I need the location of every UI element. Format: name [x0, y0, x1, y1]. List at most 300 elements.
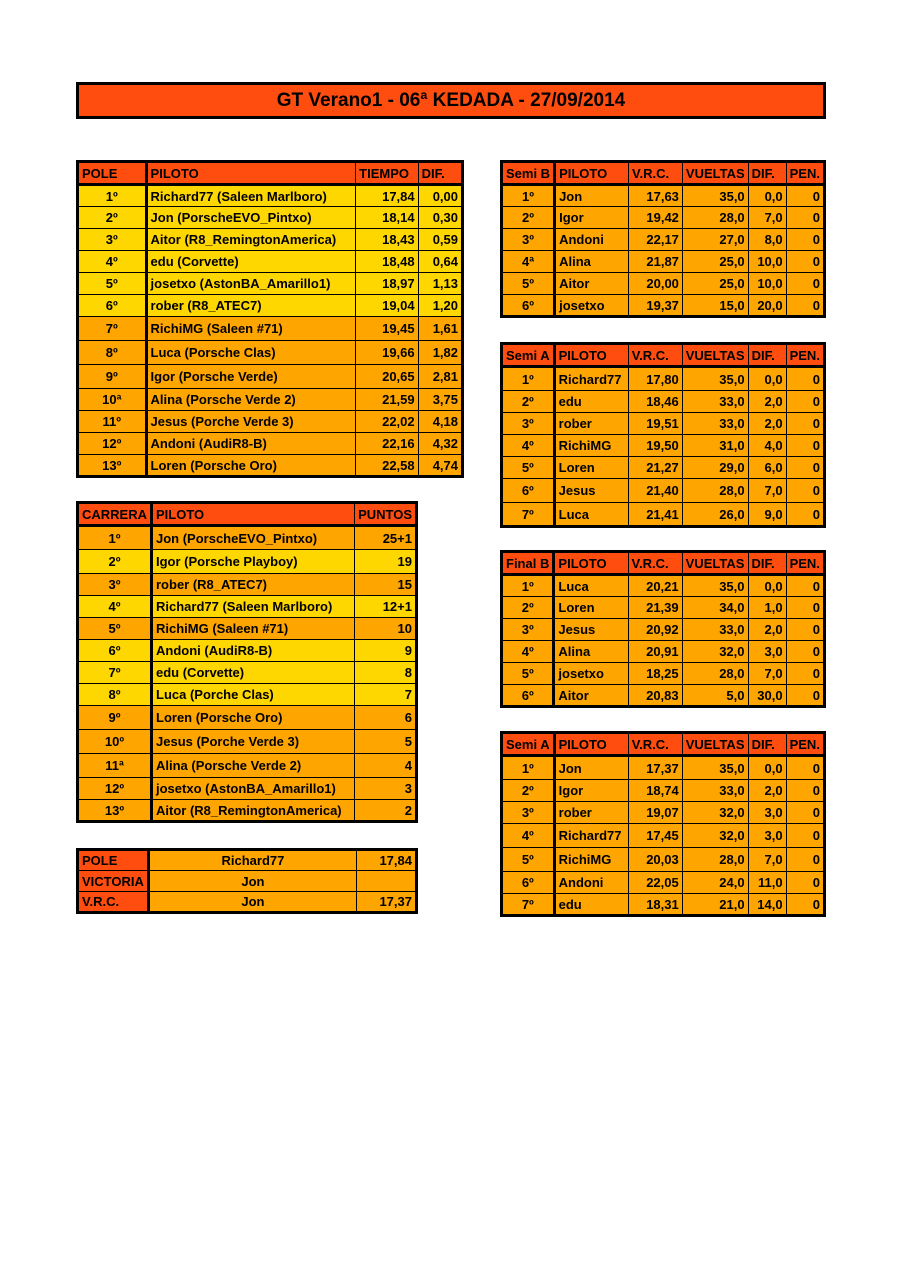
best-lap-cell: 17,37: [628, 756, 682, 780]
table-row: [78, 389, 463, 411]
driver-cell: josetxo: [554, 663, 628, 685]
driver-cell: Igor: [554, 780, 628, 802]
laps-cell: 33,0: [682, 391, 748, 413]
penalty-cell: 0: [786, 435, 824, 457]
diff-cell: 8,0: [748, 229, 786, 251]
position-cell: 13º: [78, 800, 152, 822]
driver-cell: Richard77 (Saleen Marlboro): [146, 185, 356, 207]
driver-cell: Alina: [555, 251, 629, 273]
position-cell: 1º: [502, 756, 555, 780]
table-row: [502, 413, 825, 435]
position-cell: 8º: [78, 341, 147, 365]
table-row: [78, 754, 417, 778]
laps-cell: 25,0: [682, 273, 748, 295]
driver-cell: Andoni (AudiR8-B): [152, 640, 355, 662]
column-header: DIF.: [418, 162, 462, 185]
position-cell: 5º: [502, 457, 555, 479]
driver-cell: rober: [554, 802, 628, 824]
driver-cell: Jon: [148, 892, 356, 913]
diff-cell: 2,0: [748, 413, 786, 435]
penalty-cell: 0: [786, 619, 824, 641]
diff-cell: 11,0: [748, 872, 786, 894]
points-cell: 3: [355, 778, 417, 800]
position-cell: 10º: [78, 730, 152, 754]
label-cell: VICTORIA: [78, 871, 149, 892]
points-cell: 8: [355, 662, 417, 684]
diff-cell: 7,0: [748, 848, 786, 872]
column-header: V.R.C.: [628, 733, 682, 756]
time-cell: 18,48: [356, 251, 418, 273]
column-header: Semi A: [502, 733, 555, 756]
pole-table: [76, 160, 464, 478]
laps-cell: 32,0: [682, 824, 748, 848]
diff-cell: 0,00: [418, 185, 462, 207]
position-cell: 5º: [502, 273, 555, 295]
table-row: [78, 341, 463, 365]
table-row: [78, 640, 417, 662]
position-cell: 6º: [502, 872, 555, 894]
driver-cell: Igor: [555, 207, 629, 229]
table-row: [502, 367, 825, 391]
penalty-cell: 0: [786, 413, 824, 435]
driver-cell: RichiMG (Saleen #71): [146, 317, 356, 341]
points-cell: 6: [355, 706, 417, 730]
penalty-cell: 0: [786, 207, 824, 229]
header-row: [502, 733, 825, 756]
laps-cell: 24,0: [682, 872, 748, 894]
laps-cell: 33,0: [682, 780, 748, 802]
diff-cell: 6,0: [748, 457, 786, 479]
driver-cell: rober (R8_ATEC7): [146, 295, 356, 317]
time-cell: 19,04: [356, 295, 418, 317]
table-row: [78, 229, 463, 251]
value-cell: [356, 871, 416, 892]
best-lap-cell: 21,41: [628, 503, 682, 527]
value-cell: 17,84: [356, 850, 416, 871]
position-cell: 4º: [502, 824, 555, 848]
penalty-cell: 0: [786, 251, 824, 273]
time-cell: 21,59: [356, 389, 418, 411]
driver-cell: Richard77: [554, 367, 628, 391]
laps-cell: 35,0: [682, 185, 748, 207]
table-row: [78, 526, 417, 550]
table-row: [78, 706, 417, 730]
position-cell: 12º: [78, 433, 147, 455]
table-row: [502, 802, 825, 824]
diff-cell: 2,81: [418, 365, 462, 389]
race-results-table: [76, 501, 418, 823]
best-lap-cell: 18,46: [628, 391, 682, 413]
driver-cell: rober: [554, 413, 628, 435]
driver-cell: Alina (Porsche Verde 2): [152, 754, 355, 778]
position-cell: 6º: [502, 479, 555, 503]
penalty-cell: 0: [786, 575, 824, 597]
best-lap-cell: 17,80: [628, 367, 682, 391]
position-cell: 5º: [502, 848, 555, 872]
table-row: [502, 641, 825, 663]
best-lap-cell: 21,27: [628, 457, 682, 479]
table-row: [78, 455, 463, 477]
penalty-cell: 0: [786, 663, 824, 685]
driver-cell: Andoni (AudiR8-B): [146, 433, 356, 455]
table-row: [78, 892, 417, 913]
driver-cell: Loren: [554, 457, 628, 479]
table-row: [502, 685, 825, 707]
driver-cell: Aitor (R8_RemingtonAmerica): [146, 229, 356, 251]
column-header: Semi A: [502, 344, 555, 367]
time-cell: 22,58: [356, 455, 418, 477]
table-row: [502, 503, 825, 527]
position-cell: 5º: [502, 663, 554, 685]
driver-cell: rober (R8_ATEC7): [152, 574, 355, 596]
penalty-cell: 0: [786, 295, 824, 317]
header-row: [502, 162, 825, 185]
penalty-cell: 0: [786, 894, 824, 916]
points-cell: 25+1: [355, 526, 417, 550]
penalty-cell: 0: [786, 802, 824, 824]
column-header: Semi B: [502, 162, 555, 185]
table-row: [502, 457, 825, 479]
table-row: [78, 317, 463, 341]
diff-cell: 1,20: [418, 295, 462, 317]
laps-cell: 25,0: [682, 251, 748, 273]
position-cell: 3º: [502, 802, 555, 824]
table-row: [78, 596, 417, 618]
position-cell: 2º: [78, 550, 152, 574]
column-header: DIF.: [748, 733, 786, 756]
driver-cell: Igor (Porsche Playboy): [152, 550, 355, 574]
column-header: VUELTAS: [682, 552, 748, 575]
position-cell: 9º: [78, 706, 152, 730]
position-cell: 1º: [78, 526, 152, 550]
table-row: [502, 207, 825, 229]
penalty-cell: 0: [786, 367, 824, 391]
position-cell: 7º: [78, 317, 147, 341]
table-row: [502, 894, 825, 916]
driver-cell: Luca (Porsche Clas): [146, 341, 356, 365]
position-cell: 3º: [502, 229, 555, 251]
best-lap-cell: 19,07: [628, 802, 682, 824]
driver-cell: Richard77: [554, 824, 628, 848]
column-header: VUELTAS: [682, 162, 748, 185]
best-lap-cell: 17,63: [628, 185, 682, 207]
table-row: [78, 207, 463, 229]
diff-cell: 7,0: [748, 479, 786, 503]
laps-cell: 28,0: [682, 479, 748, 503]
penalty-cell: 0: [786, 824, 824, 848]
time-cell: 20,65: [356, 365, 418, 389]
position-cell: 6º: [502, 295, 555, 317]
best-lap-cell: 20,00: [628, 273, 682, 295]
table-row: [502, 872, 825, 894]
position-cell: 6º: [78, 295, 147, 317]
time-cell: 19,45: [356, 317, 418, 341]
best-lap-cell: 21,87: [628, 251, 682, 273]
final-a-table: [500, 731, 826, 917]
points-cell: 2: [355, 800, 417, 822]
points-cell: 15: [355, 574, 417, 596]
position-cell: 1º: [502, 575, 554, 597]
position-cell: 4ª: [502, 251, 555, 273]
position-cell: 9º: [78, 365, 147, 389]
best-lap-cell: 19,37: [628, 295, 682, 317]
final-b-table: [500, 550, 826, 708]
penalty-cell: 0: [786, 597, 824, 619]
driver-cell: Jon (PorscheEVO_Pintxo): [152, 526, 355, 550]
points-cell: 19: [355, 550, 417, 574]
best-lap-cell: 19,50: [628, 435, 682, 457]
position-cell: 10ª: [78, 389, 147, 411]
position-cell: 3º: [78, 574, 152, 596]
points-cell: 10: [355, 618, 417, 640]
diff-cell: 0,0: [748, 575, 786, 597]
best-lap-cell: 20,92: [628, 619, 682, 641]
time-cell: 18,14: [356, 207, 418, 229]
driver-cell: Luca (Porche Clas): [152, 684, 355, 706]
driver-cell: edu (Corvette): [146, 251, 356, 273]
table-row: [502, 575, 825, 597]
table-row: [502, 251, 825, 273]
table-row: [78, 684, 417, 706]
driver-cell: Jesus (Porche Verde 3): [146, 411, 356, 433]
column-header: DIF.: [748, 552, 786, 575]
laps-cell: 26,0: [682, 503, 748, 527]
column-header: PILOTO: [152, 503, 355, 526]
best-lap-cell: 20,91: [628, 641, 682, 663]
diff-cell: 7,0: [748, 663, 786, 685]
position-cell: 4º: [78, 596, 152, 618]
column-header: DIF.: [748, 162, 786, 185]
diff-cell: 3,0: [748, 641, 786, 663]
driver-cell: RichiMG: [554, 435, 628, 457]
table-row: [78, 730, 417, 754]
column-header: PILOTO: [555, 162, 629, 185]
driver-cell: Jon (PorscheEVO_Pintxo): [146, 207, 356, 229]
penalty-cell: 0: [786, 780, 824, 802]
best-lap-cell: 19,51: [628, 413, 682, 435]
diff-cell: 0,0: [748, 185, 786, 207]
driver-cell: Luca: [554, 575, 628, 597]
diff-cell: 1,0: [748, 597, 786, 619]
diff-cell: 3,75: [418, 389, 462, 411]
penalty-cell: 0: [786, 273, 824, 295]
diff-cell: 10,0: [748, 251, 786, 273]
laps-cell: 28,0: [682, 207, 748, 229]
position-cell: 2º: [502, 780, 555, 802]
column-header: PUNTOS: [355, 503, 417, 526]
table-row: [78, 365, 463, 389]
position-cell: 2º: [502, 207, 555, 229]
header-row: [78, 162, 463, 185]
points-cell: 9: [355, 640, 417, 662]
table-row: [502, 295, 825, 317]
column-header: POLE: [78, 162, 147, 185]
driver-cell: Richard77: [148, 850, 356, 871]
penalty-cell: 0: [786, 685, 824, 707]
driver-cell: Jesus: [554, 619, 628, 641]
penalty-cell: 0: [786, 848, 824, 872]
laps-cell: 34,0: [682, 597, 748, 619]
summary-table: [76, 848, 418, 914]
position-cell: 3º: [78, 229, 147, 251]
diff-cell: 4,0: [748, 435, 786, 457]
driver-cell: Luca: [554, 503, 628, 527]
position-cell: 7º: [502, 894, 555, 916]
driver-cell: Jesus: [554, 479, 628, 503]
table-row: [78, 251, 463, 273]
diff-cell: 1,13: [418, 273, 462, 295]
header-row: [78, 503, 417, 526]
label-cell: V.R.C.: [78, 892, 149, 913]
driver-cell: Richard77 (Saleen Marlboro): [152, 596, 355, 618]
table-row: [502, 273, 825, 295]
table-row: [78, 574, 417, 596]
driver-cell: Loren (Porsche Oro): [146, 455, 356, 477]
column-header: DIF.: [748, 344, 786, 367]
diff-cell: 7,0: [748, 207, 786, 229]
laps-cell: 28,0: [682, 663, 748, 685]
position-cell: 5º: [78, 618, 152, 640]
header-row: [502, 552, 825, 575]
position-cell: 2º: [78, 207, 147, 229]
position-cell: 7º: [78, 662, 152, 684]
laps-cell: 35,0: [682, 756, 748, 780]
diff-cell: 3,0: [748, 824, 786, 848]
best-lap-cell: 21,39: [628, 597, 682, 619]
table-row: [78, 411, 463, 433]
diff-cell: 0,0: [748, 756, 786, 780]
diff-cell: 30,0: [748, 685, 786, 707]
best-lap-cell: 20,83: [628, 685, 682, 707]
diff-cell: 0,0: [748, 367, 786, 391]
best-lap-cell: 22,17: [628, 229, 682, 251]
position-cell: 8º: [78, 684, 152, 706]
column-header: PILOTO: [146, 162, 356, 185]
driver-cell: Jesus (Porche Verde 3): [152, 730, 355, 754]
driver-cell: Aitor: [554, 685, 628, 707]
table-row: [502, 229, 825, 251]
diff-cell: 0,64: [418, 251, 462, 273]
column-header: VUELTAS: [682, 733, 748, 756]
penalty-cell: 0: [786, 503, 824, 527]
value-cell: 17,37: [356, 892, 416, 913]
points-cell: 4: [355, 754, 417, 778]
column-header: PILOTO: [554, 733, 628, 756]
driver-cell: Jon: [148, 871, 356, 892]
diff-cell: 10,0: [748, 273, 786, 295]
column-header: PILOTO: [554, 344, 628, 367]
column-header: V.R.C.: [628, 162, 682, 185]
penalty-cell: 0: [786, 756, 824, 780]
driver-cell: edu (Corvette): [152, 662, 355, 684]
table-row: [78, 273, 463, 295]
laps-cell: 32,0: [682, 641, 748, 663]
table-row: [502, 435, 825, 457]
driver-cell: josetxo: [555, 295, 629, 317]
position-cell: 3º: [502, 413, 555, 435]
points-cell: 12+1: [355, 596, 417, 618]
driver-cell: Loren: [554, 597, 628, 619]
table-row: [78, 185, 463, 207]
time-cell: 22,16: [356, 433, 418, 455]
column-header: PEN.: [786, 344, 824, 367]
column-header: PEN.: [786, 733, 824, 756]
driver-cell: Alina: [554, 641, 628, 663]
table-row: [502, 597, 825, 619]
position-cell: 6º: [502, 685, 554, 707]
laps-cell: 5,0: [682, 685, 748, 707]
diff-cell: 2,0: [748, 619, 786, 641]
laps-cell: 33,0: [682, 619, 748, 641]
table-row: [78, 800, 417, 822]
penalty-cell: 0: [786, 479, 824, 503]
laps-cell: 32,0: [682, 802, 748, 824]
laps-cell: 29,0: [682, 457, 748, 479]
diff-cell: 1,82: [418, 341, 462, 365]
position-cell: 1º: [78, 185, 147, 207]
driver-cell: Andoni: [554, 872, 628, 894]
diff-cell: 9,0: [748, 503, 786, 527]
driver-cell: josetxo (AstonBA_Amarillo1): [146, 273, 356, 295]
semi-a-table: [500, 342, 826, 528]
position-cell: 11º: [78, 411, 147, 433]
time-cell: 19,66: [356, 341, 418, 365]
column-header: TIEMPO: [356, 162, 418, 185]
position-cell: 6º: [78, 640, 152, 662]
driver-cell: Igor (Porsche Verde): [146, 365, 356, 389]
table-row: [78, 433, 463, 455]
position-cell: 2º: [502, 597, 554, 619]
driver-cell: Aitor: [555, 273, 629, 295]
laps-cell: 35,0: [682, 575, 748, 597]
column-header: V.R.C.: [628, 344, 682, 367]
time-cell: 22,02: [356, 411, 418, 433]
position-cell: 2º: [502, 391, 555, 413]
best-lap-cell: 18,25: [628, 663, 682, 685]
header-row: [502, 344, 825, 367]
column-header: CARRERA: [78, 503, 152, 526]
position-cell: 7º: [502, 503, 555, 527]
diff-cell: 4,32: [418, 433, 462, 455]
time-cell: 18,97: [356, 273, 418, 295]
best-lap-cell: 18,31: [628, 894, 682, 916]
position-cell: 4º: [78, 251, 147, 273]
semi-b-table: [500, 160, 826, 318]
column-header: Final B: [502, 552, 554, 575]
laps-cell: 27,0: [682, 229, 748, 251]
diff-cell: 0,59: [418, 229, 462, 251]
table-row: [502, 663, 825, 685]
table-row: [78, 662, 417, 684]
table-row: [502, 756, 825, 780]
diff-cell: 4,74: [418, 455, 462, 477]
position-cell: 1º: [502, 185, 555, 207]
position-cell: 4º: [502, 641, 554, 663]
position-cell: 5º: [78, 273, 147, 295]
penalty-cell: 0: [786, 185, 824, 207]
driver-cell: Andoni: [555, 229, 629, 251]
diff-cell: 0,30: [418, 207, 462, 229]
driver-cell: josetxo (AstonBA_Amarillo1): [152, 778, 355, 800]
points-cell: 5: [355, 730, 417, 754]
driver-cell: Jon: [555, 185, 629, 207]
table-row: [502, 824, 825, 848]
position-cell: 12º: [78, 778, 152, 800]
diff-cell: 2,0: [748, 391, 786, 413]
diff-cell: 4,18: [418, 411, 462, 433]
position-cell: 11ª: [78, 754, 152, 778]
time-cell: 18,43: [356, 229, 418, 251]
